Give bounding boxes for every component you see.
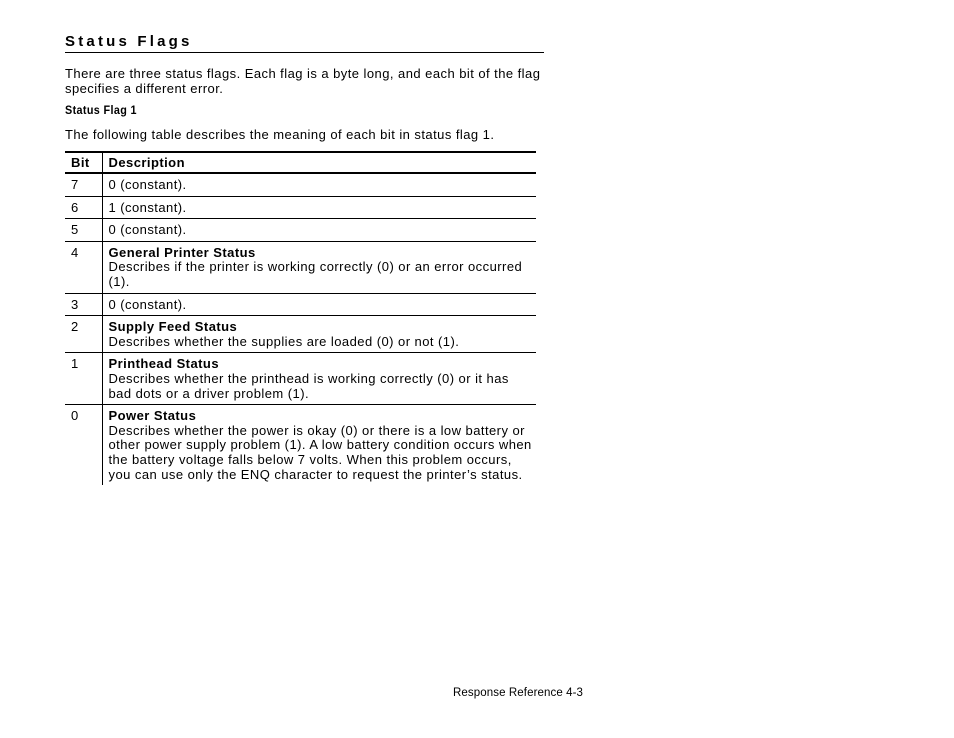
table-row [65,173,536,196]
table-row [65,196,536,219]
description-text: 0 (constant). [108,296,187,312]
description-title: Supply Feed Status [108,319,238,335]
status-flag-table [65,151,536,485]
description-text: Describes whether the printhead is working correctly (0) or it has bad dots or a driver problem (1). [108,370,509,401]
table-header-row [65,152,536,173]
description-text: 0 (constant). [108,177,187,192]
description-cell [102,293,536,316]
description-cell [102,173,536,196]
status-flag-heading: Status Flag 1 [65,103,137,117]
description-title: Printhead Status [108,356,219,372]
description-cell [102,196,536,219]
description-cell [102,241,536,293]
bit-cell: 0 [71,408,79,424]
description-column-header: Description [102,152,536,173]
table-intro-paragraph: The following table describes the meaning of each bit in status flag 1. [65,127,495,142]
bit-cell: 3 [71,296,79,312]
description-text: Describes if the printer is working correctly (0) or an error occurred (1). [108,259,523,289]
section-title: Status Flags [65,33,544,53]
page-footer: Response Reference 4-3 [453,687,584,699]
bit-cell: 2 [71,319,79,335]
description-title: General Printer Status [108,244,256,260]
description-cell [102,316,536,353]
table-row [65,353,536,405]
table-row [65,316,536,353]
description-cell [102,405,536,485]
description-title: Power Status [108,408,197,424]
bit-cell: 6 [71,199,79,215]
intro-paragraph: There are three status flags. Each flag is a byte long, and each bit of the flag specifies a different error. [65,66,541,96]
table-row [65,405,536,485]
description-text: 1 (constant). [108,199,187,215]
description-text: 0 (constant). [108,222,187,238]
table-row [65,219,536,242]
bit-cell: 5 [71,222,79,238]
description-text: Describes whether the supplies are loaded (0) or not (1). [108,333,460,349]
bit-cell: 7 [71,177,79,192]
description-text: Describes whether the power is okay (0) or there is a low battery or other power supply problem (1). A low battery condition occurs when the battery voltage falls below 7 volts. When this problem occurs, you can use only the ENQ character to request the printer’s status. [108,422,532,482]
table-row [65,241,536,293]
table-row [65,293,536,316]
description-cell [102,219,536,242]
description-cell [102,353,536,405]
bit-column-header: Bit [71,155,90,170]
bit-cell: 1 [71,356,79,372]
bit-cell: 4 [71,244,79,260]
